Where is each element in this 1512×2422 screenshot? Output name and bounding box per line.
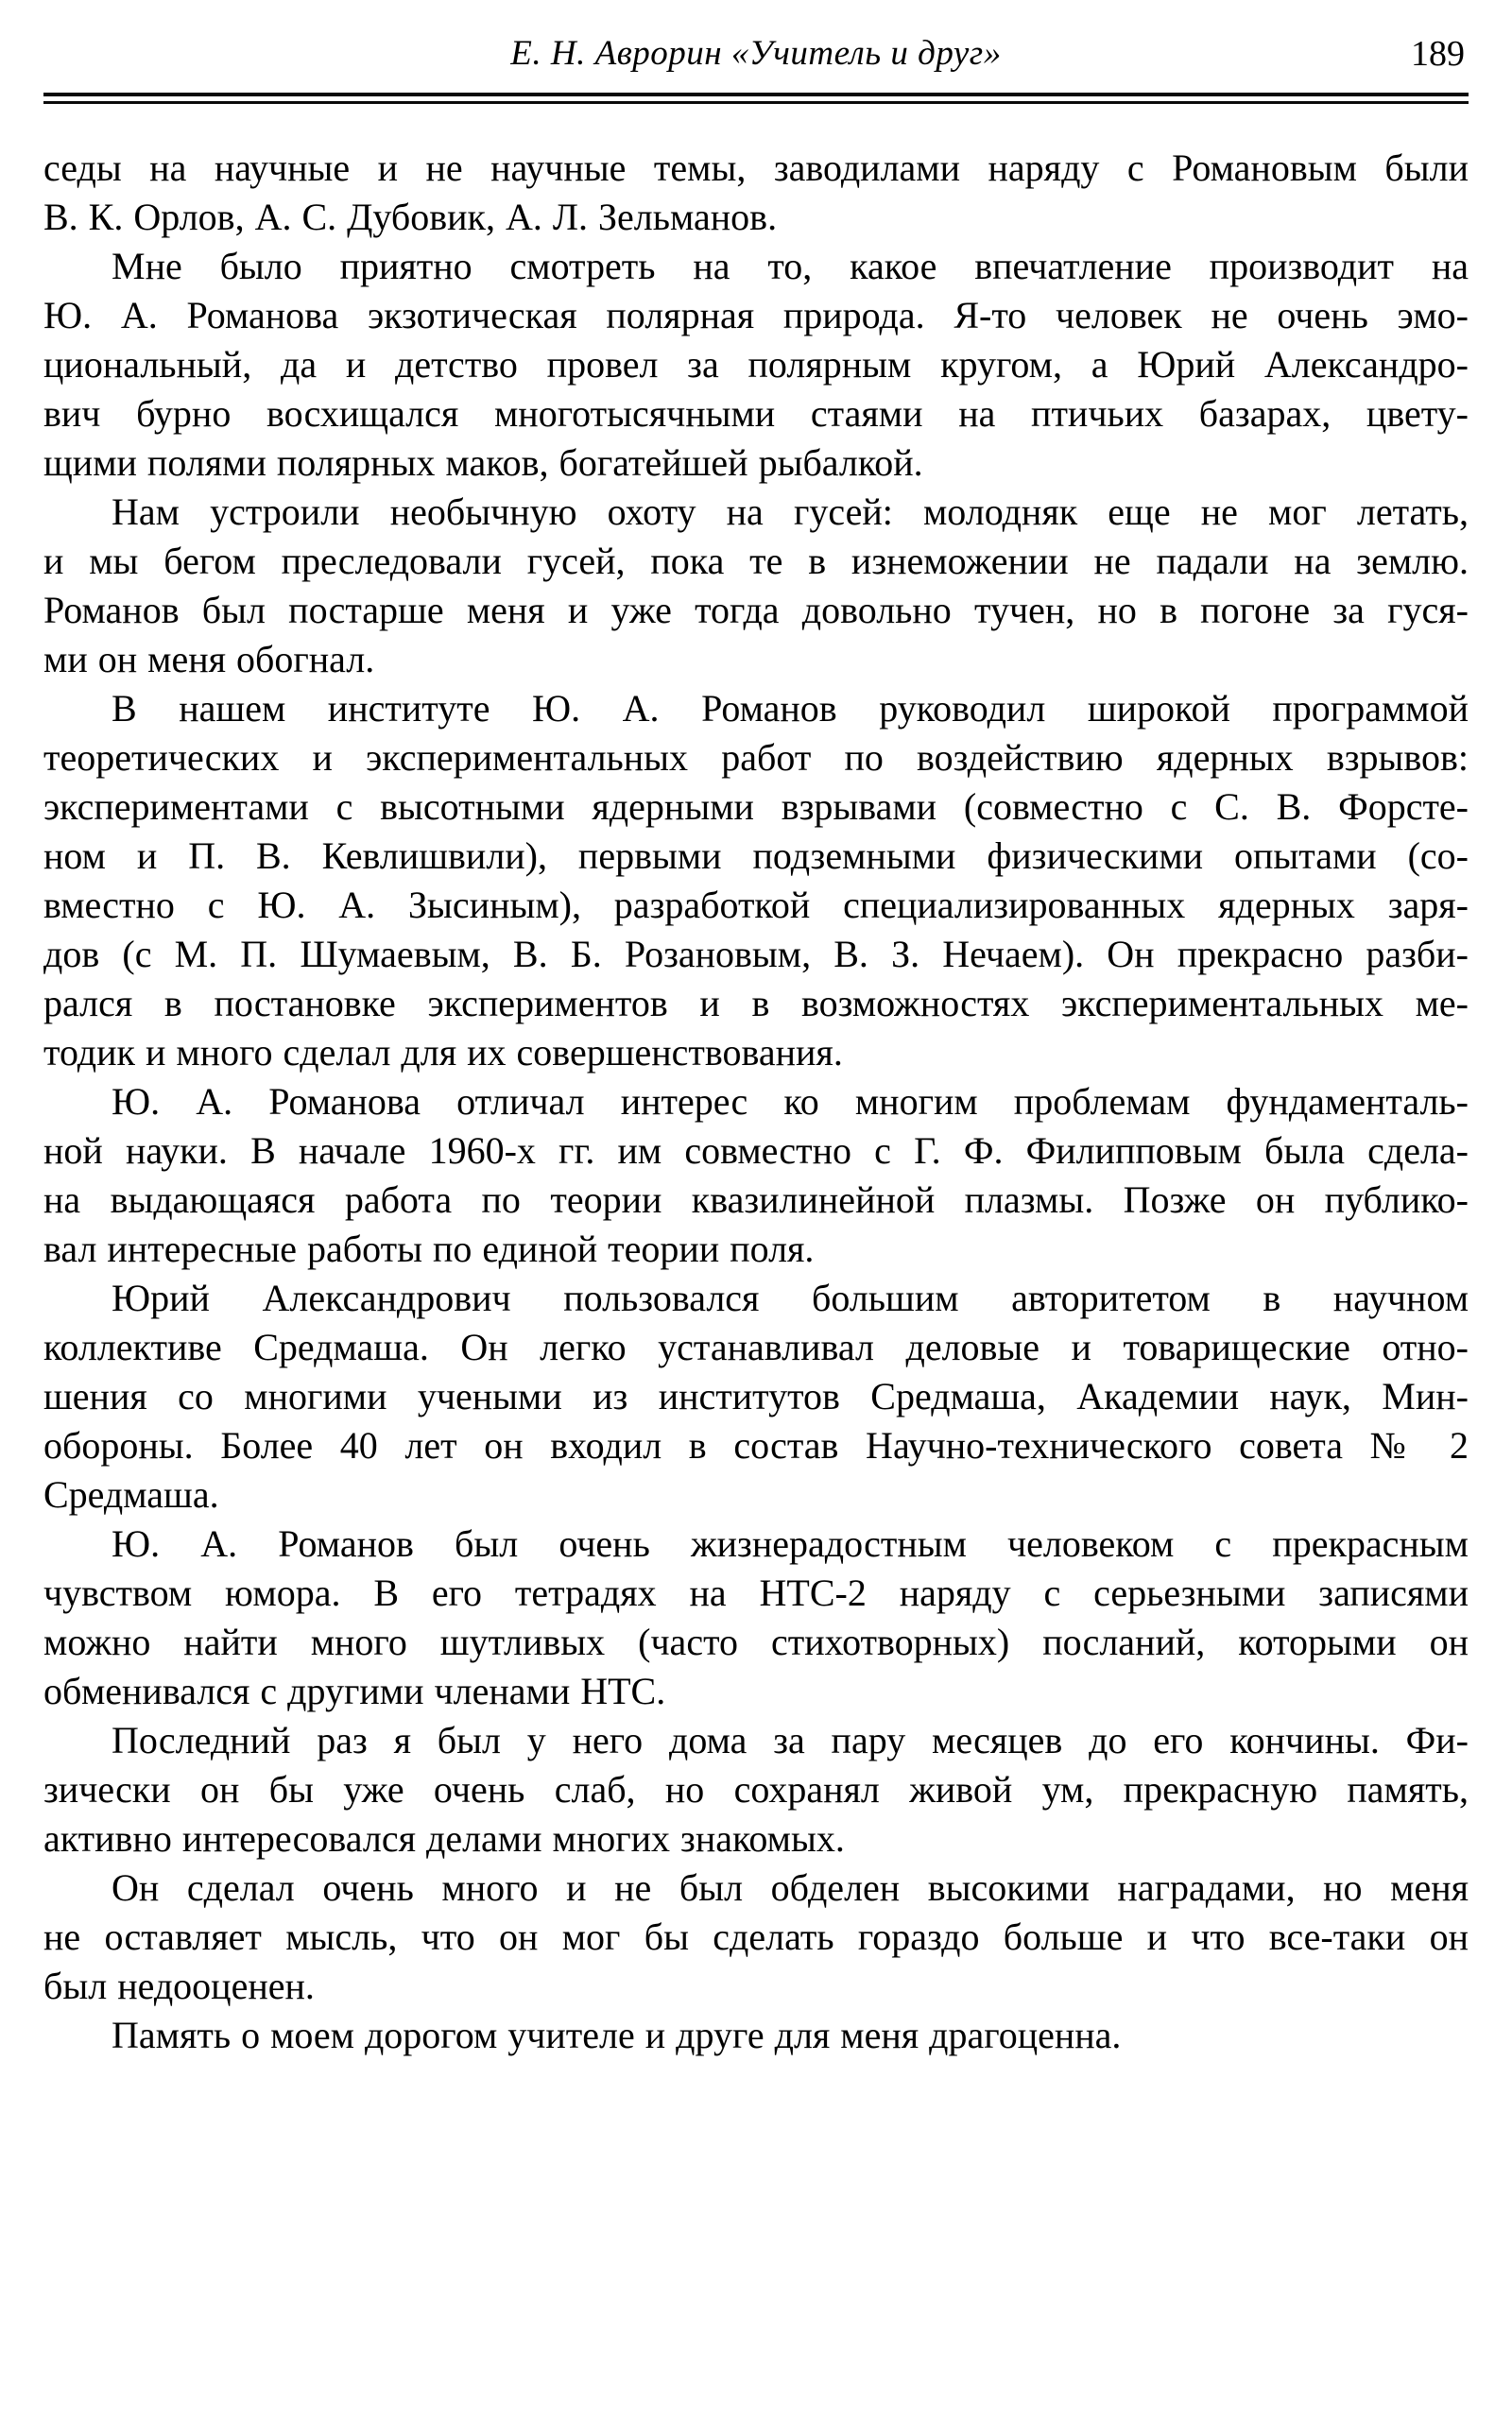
text-line: Мне было приятно смотреть на то, какое впечатление производит на — [112, 245, 1469, 287]
text-line: седы на научные и не научные темы, заводилами наряду с Романовым были — [43, 146, 1469, 189]
header-divider — [43, 93, 1469, 104]
paragraph — [43, 1864, 1469, 2011]
text-line: ной науки. В начале 1960-х гг. им совместно с Г. Ф. Филипповым была сдела- — [43, 1129, 1469, 1172]
text-line: В нашем институте Ю. А. Романов руководил широкой программой — [112, 687, 1469, 730]
text-line: Нам устроили необычную охоту на гусей: молодняк еще не мог летать, — [112, 490, 1469, 533]
text-line: теоретических и экспериментальных работ по воздействию ядерных взрывов: — [43, 736, 1469, 779]
text-line: можно найти много шутливых (часто стихотворных) посланий, которыми он — [43, 1621, 1469, 1663]
text-line: экспериментами с высотными ядерными взрывами (совместно с С. В. Форсте- — [43, 785, 1469, 828]
text-line: В. К. Орлов, А. С. Дубовик, А. Л. Зельманов. — [43, 196, 778, 238]
text-line: активно интересовался делами многих знакомых. — [43, 1817, 845, 1860]
text-line: обороны. Более 40 лет он входил в состав Научно-технического совета № 2 — [43, 1424, 1469, 1467]
text-line: обменивался с другими членами НТС. — [43, 1670, 666, 1712]
text-line: дов (с М. П. Шумаевым, В. Б. Розановым, В. З. Нечаем). Он прекрасно разби- — [43, 933, 1469, 975]
text-line: шения со многими учеными из институтов Средмаша, Академии наук, Мин- — [43, 1375, 1469, 1417]
text-line: и мы бегом преследовали гусей, пока те в изнеможении не падали на землю. — [43, 540, 1469, 582]
text-line: вместно с Ю. А. Зысиным), разработкой специализированных ядерных заря- — [43, 884, 1469, 926]
paragraph — [43, 144, 1469, 242]
text-line: Средмаша. — [43, 1473, 219, 1516]
text-line: Память о моем дорогом учителе и друге для меня драгоценна. — [112, 2014, 1122, 2056]
text-line: циональный, да и детство провел за полярным кругом, а Юрий Александро- — [43, 343, 1469, 386]
text-line: ми он меня обогнал. — [43, 638, 375, 680]
text-line: Юрий Александрович пользовался большим авторитетом в научном — [112, 1277, 1469, 1319]
text-line: рался в постановке экспериментов и в возможностях экспериментальных ме- — [43, 982, 1469, 1024]
text-line: Последний раз я был у него дома за пару месяцев до его кончины. Фи- — [112, 1719, 1469, 1761]
text-line: зически он бы уже очень слаб, но сохранял живой ум, прекрасную память, — [43, 1768, 1469, 1811]
text-line: щими полями полярных маков, богатейшей рыбалкой. — [43, 441, 923, 484]
text-line: был недооценен. — [43, 1965, 315, 2007]
paragraph — [43, 684, 1469, 1077]
text-line: Он сделал очень много и не был обделен высокими наградами, но меня — [112, 1866, 1469, 1909]
page-body — [43, 144, 1469, 2060]
text-line: Ю. А. Романов был очень жизнерадостным человеком с прекрасным — [112, 1522, 1469, 1565]
paragraph — [43, 2011, 1469, 2060]
text-line: тодик и много сделал для их совершенствования. — [43, 1031, 843, 1074]
text-line: Ю. А. Романова экзотическая полярная природа. Я-то человек не очень эмо- — [43, 294, 1469, 336]
paragraph — [43, 1716, 1469, 1864]
text-line: Ю. А. Романова отличал интерес ко многим проблемам фундаменталь- — [112, 1080, 1469, 1123]
text-line: Романов был постарше меня и уже тогда довольно тучен, но в погоне за гуся- — [43, 589, 1469, 631]
text-line: ном и П. В. Кевлишвили), первыми подземными физическими опытами (со- — [43, 834, 1469, 877]
running-head — [43, 30, 1469, 83]
page-number: 189 — [1411, 34, 1465, 74]
paragraph — [43, 1520, 1469, 1716]
text-line: коллективе Средмаша. Он легко устанавливал деловые и товарищеские отно- — [43, 1326, 1469, 1368]
running-head-title: Е. Н. Аврорин «Учитель и друг» — [510, 34, 1002, 73]
text-line: не оставляет мысль, что он мог бы сделать гораздо больше и что все-таки он — [43, 1915, 1469, 1958]
text-line: вал интересные работы по единой теории поля. — [43, 1228, 815, 1270]
text-line: вич бурно восхищался многотысячными стаями на птичьих базарах, цвету- — [43, 392, 1469, 435]
paragraph — [43, 1077, 1469, 1274]
paragraph — [43, 488, 1469, 684]
text-line: на выдающаяся работа по теории квазилинейной плазмы. Позже он публико- — [43, 1178, 1469, 1221]
paragraph — [43, 242, 1469, 488]
text-line: чувством юмора. В его тетрадях на НТС-2 наряду с серьезными записями — [43, 1572, 1469, 1614]
paragraph — [43, 1274, 1469, 1520]
